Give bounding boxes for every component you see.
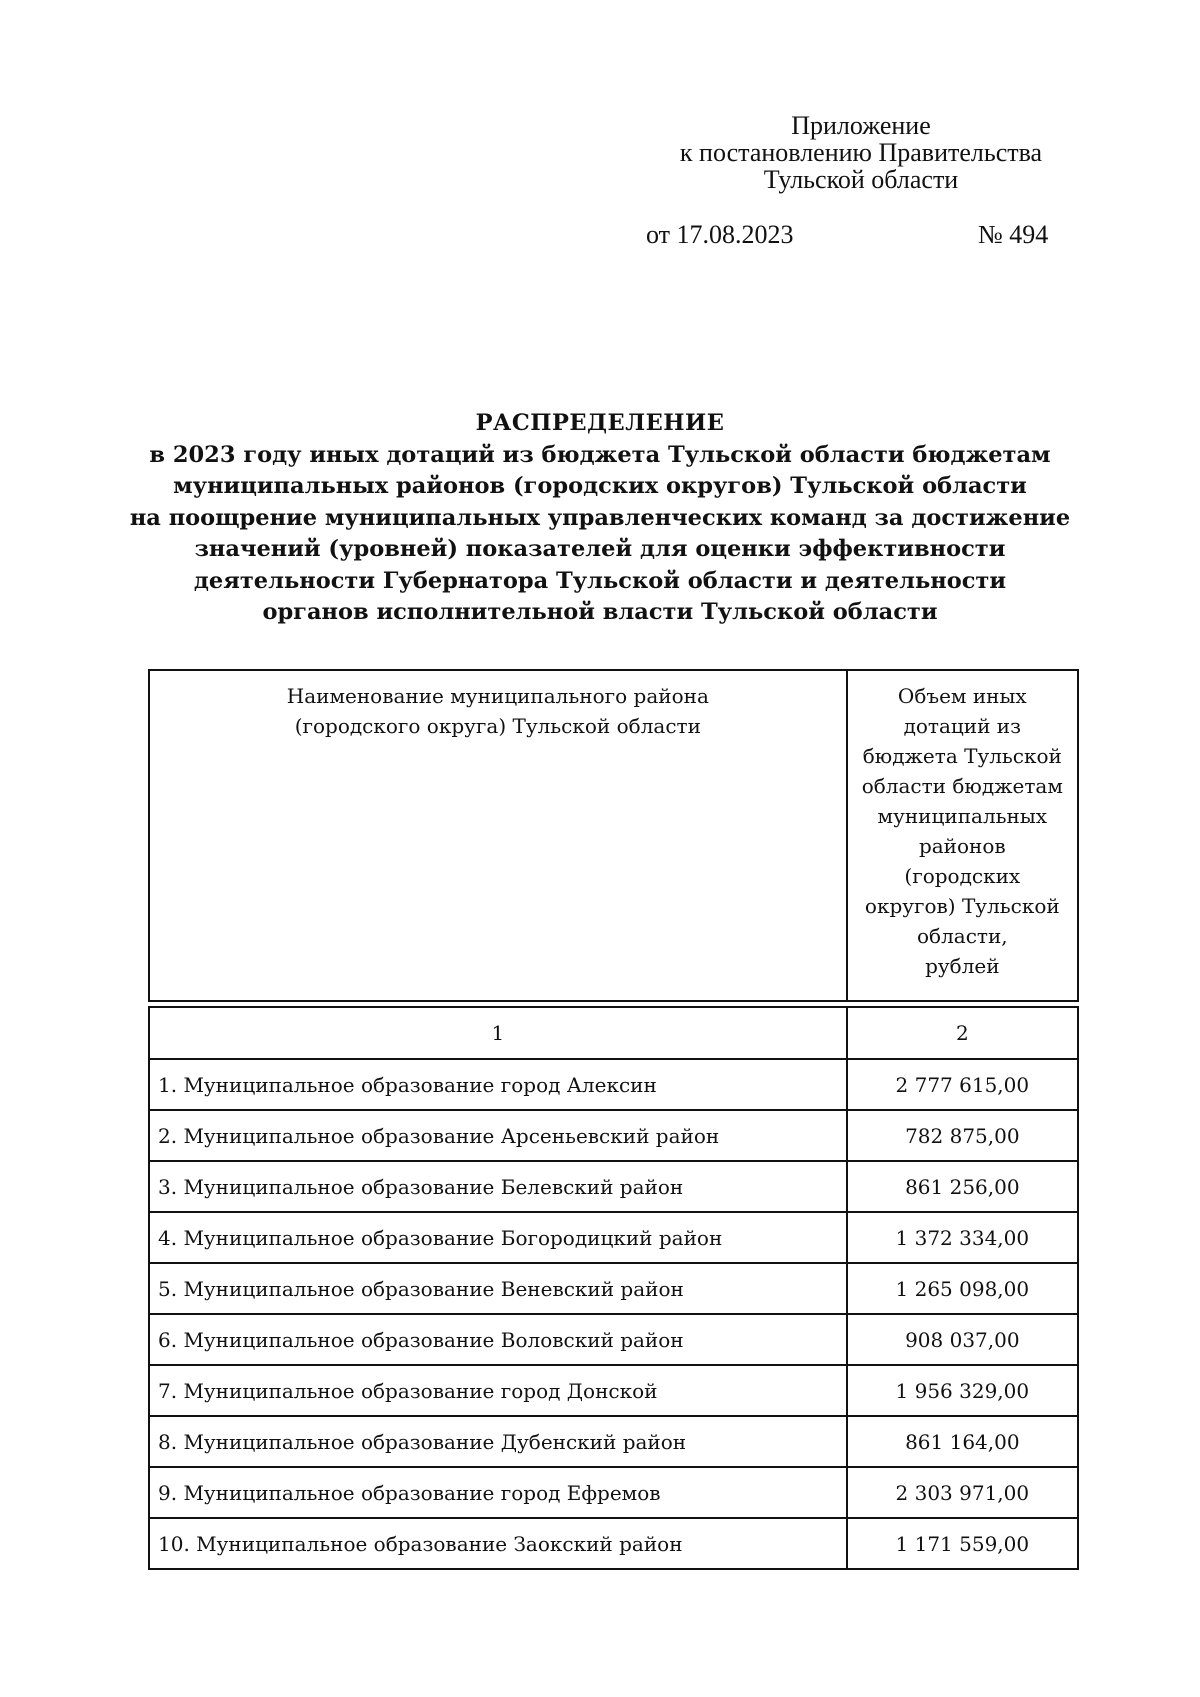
table-row bbox=[149, 1416, 1078, 1467]
table-row bbox=[149, 1059, 1078, 1110]
row-name: 1. Муниципальное образование город Алексин bbox=[149, 1059, 847, 1110]
title-line: деятельности Губернатора Тульской области и деятельности bbox=[193, 567, 1007, 594]
title-heading: РАСПРЕДЕЛЕНИЕ bbox=[475, 410, 725, 436]
row-name: 8. Муниципальное образование Дубенский район bbox=[149, 1416, 847, 1467]
document-title bbox=[120, 408, 1080, 629]
table-row bbox=[149, 1212, 1078, 1263]
row-name: 7. Муниципальное образование город Донской bbox=[149, 1365, 847, 1416]
appendix-line: Приложение bbox=[791, 111, 931, 140]
row-value: 782 875,00 bbox=[847, 1110, 1078, 1161]
row-value: 1 171 559,00 bbox=[847, 1518, 1078, 1569]
row-name: 3. Муниципальное образование Белевский район bbox=[149, 1161, 847, 1212]
row-name: 9. Муниципальное образование город Ефремов bbox=[149, 1467, 847, 1518]
header-volume-line: бюджета Тульской bbox=[862, 744, 1062, 768]
header-volume-line: районов bbox=[918, 834, 1006, 858]
row-value: 2 777 615,00 bbox=[847, 1059, 1078, 1110]
row-value: 1 956 329,00 bbox=[847, 1365, 1078, 1416]
table-row bbox=[149, 1518, 1078, 1569]
row-name: 2. Муниципальное образование Арсеньевский район bbox=[149, 1110, 847, 1161]
header-volume-line: дотаций из bbox=[903, 714, 1022, 738]
distribution-table bbox=[148, 669, 1079, 1570]
header-volume-line: муниципальных bbox=[877, 804, 1048, 828]
appendix-header bbox=[660, 112, 1062, 193]
title-line: в 2023 году иных дотаций из бюджета Тульской области бюджетам bbox=[149, 441, 1051, 468]
decree-date: от 17.08.2023 bbox=[646, 220, 794, 249]
column-number-row bbox=[149, 1007, 1078, 1059]
header-volume-line: области бюджетам bbox=[861, 774, 1063, 798]
decree-number: № 494 bbox=[978, 220, 1049, 249]
table-row bbox=[149, 1161, 1078, 1212]
table-row bbox=[149, 1314, 1078, 1365]
header-name-line: Наименование муниципального района bbox=[286, 684, 709, 708]
table-row bbox=[149, 1110, 1078, 1161]
row-name: 4. Муниципальное образование Богородицкий район bbox=[149, 1212, 847, 1263]
appendix-line: к постановлению Правительства bbox=[679, 138, 1043, 167]
appendix-line: Тульской области bbox=[763, 165, 959, 194]
column-number: 2 bbox=[847, 1007, 1078, 1059]
header-volume-cell bbox=[847, 670, 1078, 1001]
header-name-cell bbox=[149, 670, 847, 1001]
header-name-line: (городского округа) Тульской области bbox=[294, 714, 701, 738]
row-name: 6. Муниципальное образование Воловский район bbox=[149, 1314, 847, 1365]
row-value: 1 265 098,00 bbox=[847, 1263, 1078, 1314]
header-volume-line: рублей bbox=[925, 954, 1000, 978]
row-value: 908 037,00 bbox=[847, 1314, 1078, 1365]
header-volume-line: округов) Тульской bbox=[864, 894, 1060, 918]
row-value: 861 164,00 bbox=[847, 1416, 1078, 1467]
row-value: 1 372 334,00 bbox=[847, 1212, 1078, 1263]
header-volume-line: (городских bbox=[904, 864, 1021, 888]
table-row bbox=[149, 1467, 1078, 1518]
table-header-row bbox=[149, 670, 1078, 1001]
row-name: 5. Муниципальное образование Веневский район bbox=[149, 1263, 847, 1314]
table-row bbox=[149, 1263, 1078, 1314]
header-volume-line: области, bbox=[916, 924, 1008, 948]
row-value: 2 303 971,00 bbox=[847, 1467, 1078, 1518]
header-volume-line: Объем иных bbox=[897, 684, 1027, 708]
column-number: 1 bbox=[149, 1007, 847, 1059]
row-name: 10. Муниципальное образование Заокский район bbox=[149, 1518, 847, 1569]
title-line: значений (уровней) показателей для оценки эффективности bbox=[194, 536, 1006, 562]
row-value: 861 256,00 bbox=[847, 1161, 1078, 1212]
title-line: на поощрение муниципальных управленческих команд за достижение bbox=[129, 504, 1071, 531]
title-line: муниципальных районов (городских округов) Тульской области bbox=[173, 473, 1027, 499]
title-line: органов исполнительной власти Тульской области bbox=[262, 599, 938, 625]
table-row bbox=[149, 1365, 1078, 1416]
